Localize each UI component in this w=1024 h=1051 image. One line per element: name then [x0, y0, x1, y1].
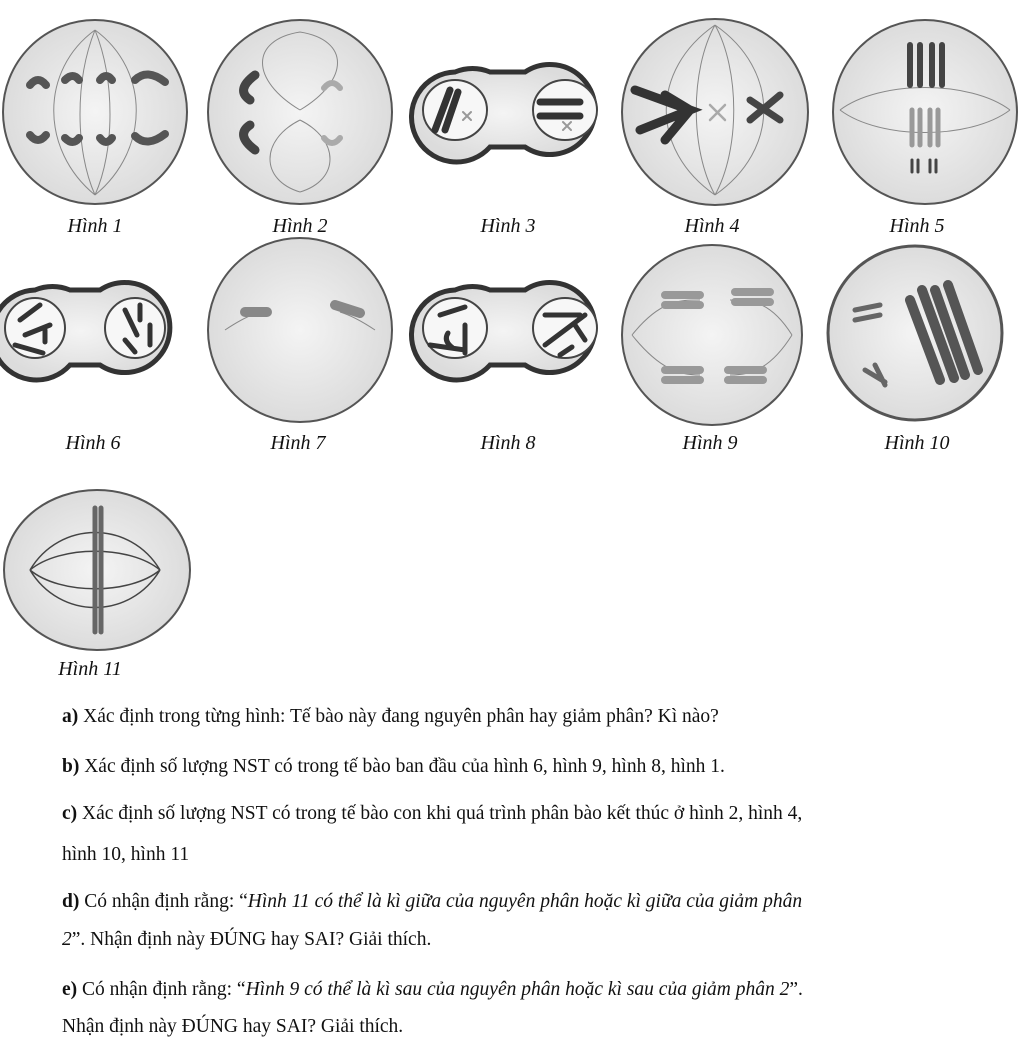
- question-c-line2: hình 10, hình 11: [62, 844, 190, 865]
- question-marker: a): [62, 706, 79, 727]
- question-d: [62, 891, 802, 913]
- question-marker: b): [62, 756, 80, 777]
- question-text: Xác định số lượng NST có trong tế bào ban đầu của hình 6, hình 9, hình 8, hình 1.: [79, 756, 725, 777]
- figure-label-2: Hình 2: [272, 215, 328, 237]
- question-c: [62, 803, 802, 825]
- question-marker: c): [62, 803, 78, 824]
- cell-figure-9: [622, 245, 802, 425]
- question-e-line2: Nhận định này ĐÚNG hay SAI? Giải thích.: [62, 1016, 404, 1037]
- question-marker: d): [62, 891, 80, 912]
- figure-label-7: Hình 7: [270, 432, 326, 454]
- figure-label-1: Hình 1: [67, 215, 123, 237]
- question-d-line2: [62, 929, 431, 951]
- figure-label-3: Hình 3: [480, 215, 536, 237]
- question-text: Có nhận định rằng: “: [79, 891, 248, 912]
- figure-label-4: Hình 4: [684, 215, 740, 237]
- question-a: [62, 706, 719, 728]
- cell-figure-5: [833, 20, 1017, 204]
- quoted-statement: Hình 11 có thể là kì giữa của nguyên phân hoặc kì giữa của giảm phân: [247, 891, 803, 912]
- question-e: [62, 979, 803, 1001]
- figure-label-10: Hình 10: [884, 432, 950, 454]
- question-text: Có nhận định rằng: “: [77, 979, 246, 1000]
- quoted-statement-end: 2: [62, 929, 72, 950]
- question-text: ”.: [789, 979, 803, 1000]
- cell-figure-10: [828, 246, 1002, 420]
- question-marker: e): [62, 979, 78, 1000]
- cell-figure-4: [622, 19, 808, 205]
- cell-figure-7: [208, 238, 392, 422]
- figure-label-8: Hình 8: [480, 432, 536, 454]
- question-text: Xác định số lượng NST có trong tế bào con khi quá trình phân bào kết thúc ở hình 2, hình 4,: [77, 803, 803, 824]
- figure-label-9: Hình 9: [682, 432, 738, 454]
- figure-label-5: Hình 5: [889, 215, 945, 237]
- cell-figure-1: [3, 20, 187, 204]
- question-text: ”. Nhận định này ĐÚNG hay SAI? Giải thích.: [71, 929, 432, 950]
- cell-figure-2: [208, 20, 392, 204]
- question-b: [62, 756, 725, 778]
- figure-label-11: Hình 11: [58, 658, 122, 680]
- figure-label-6: Hình 6: [65, 432, 121, 454]
- quoted-statement: Hình 9 có thể là kì sau của nguyên phân hoặc kì sau của giảm phân 2: [245, 979, 790, 1000]
- question-text: Xác định trong từng hình: Tế bào này đang nguyên phân hay giảm phân? Kì nào?: [78, 706, 719, 727]
